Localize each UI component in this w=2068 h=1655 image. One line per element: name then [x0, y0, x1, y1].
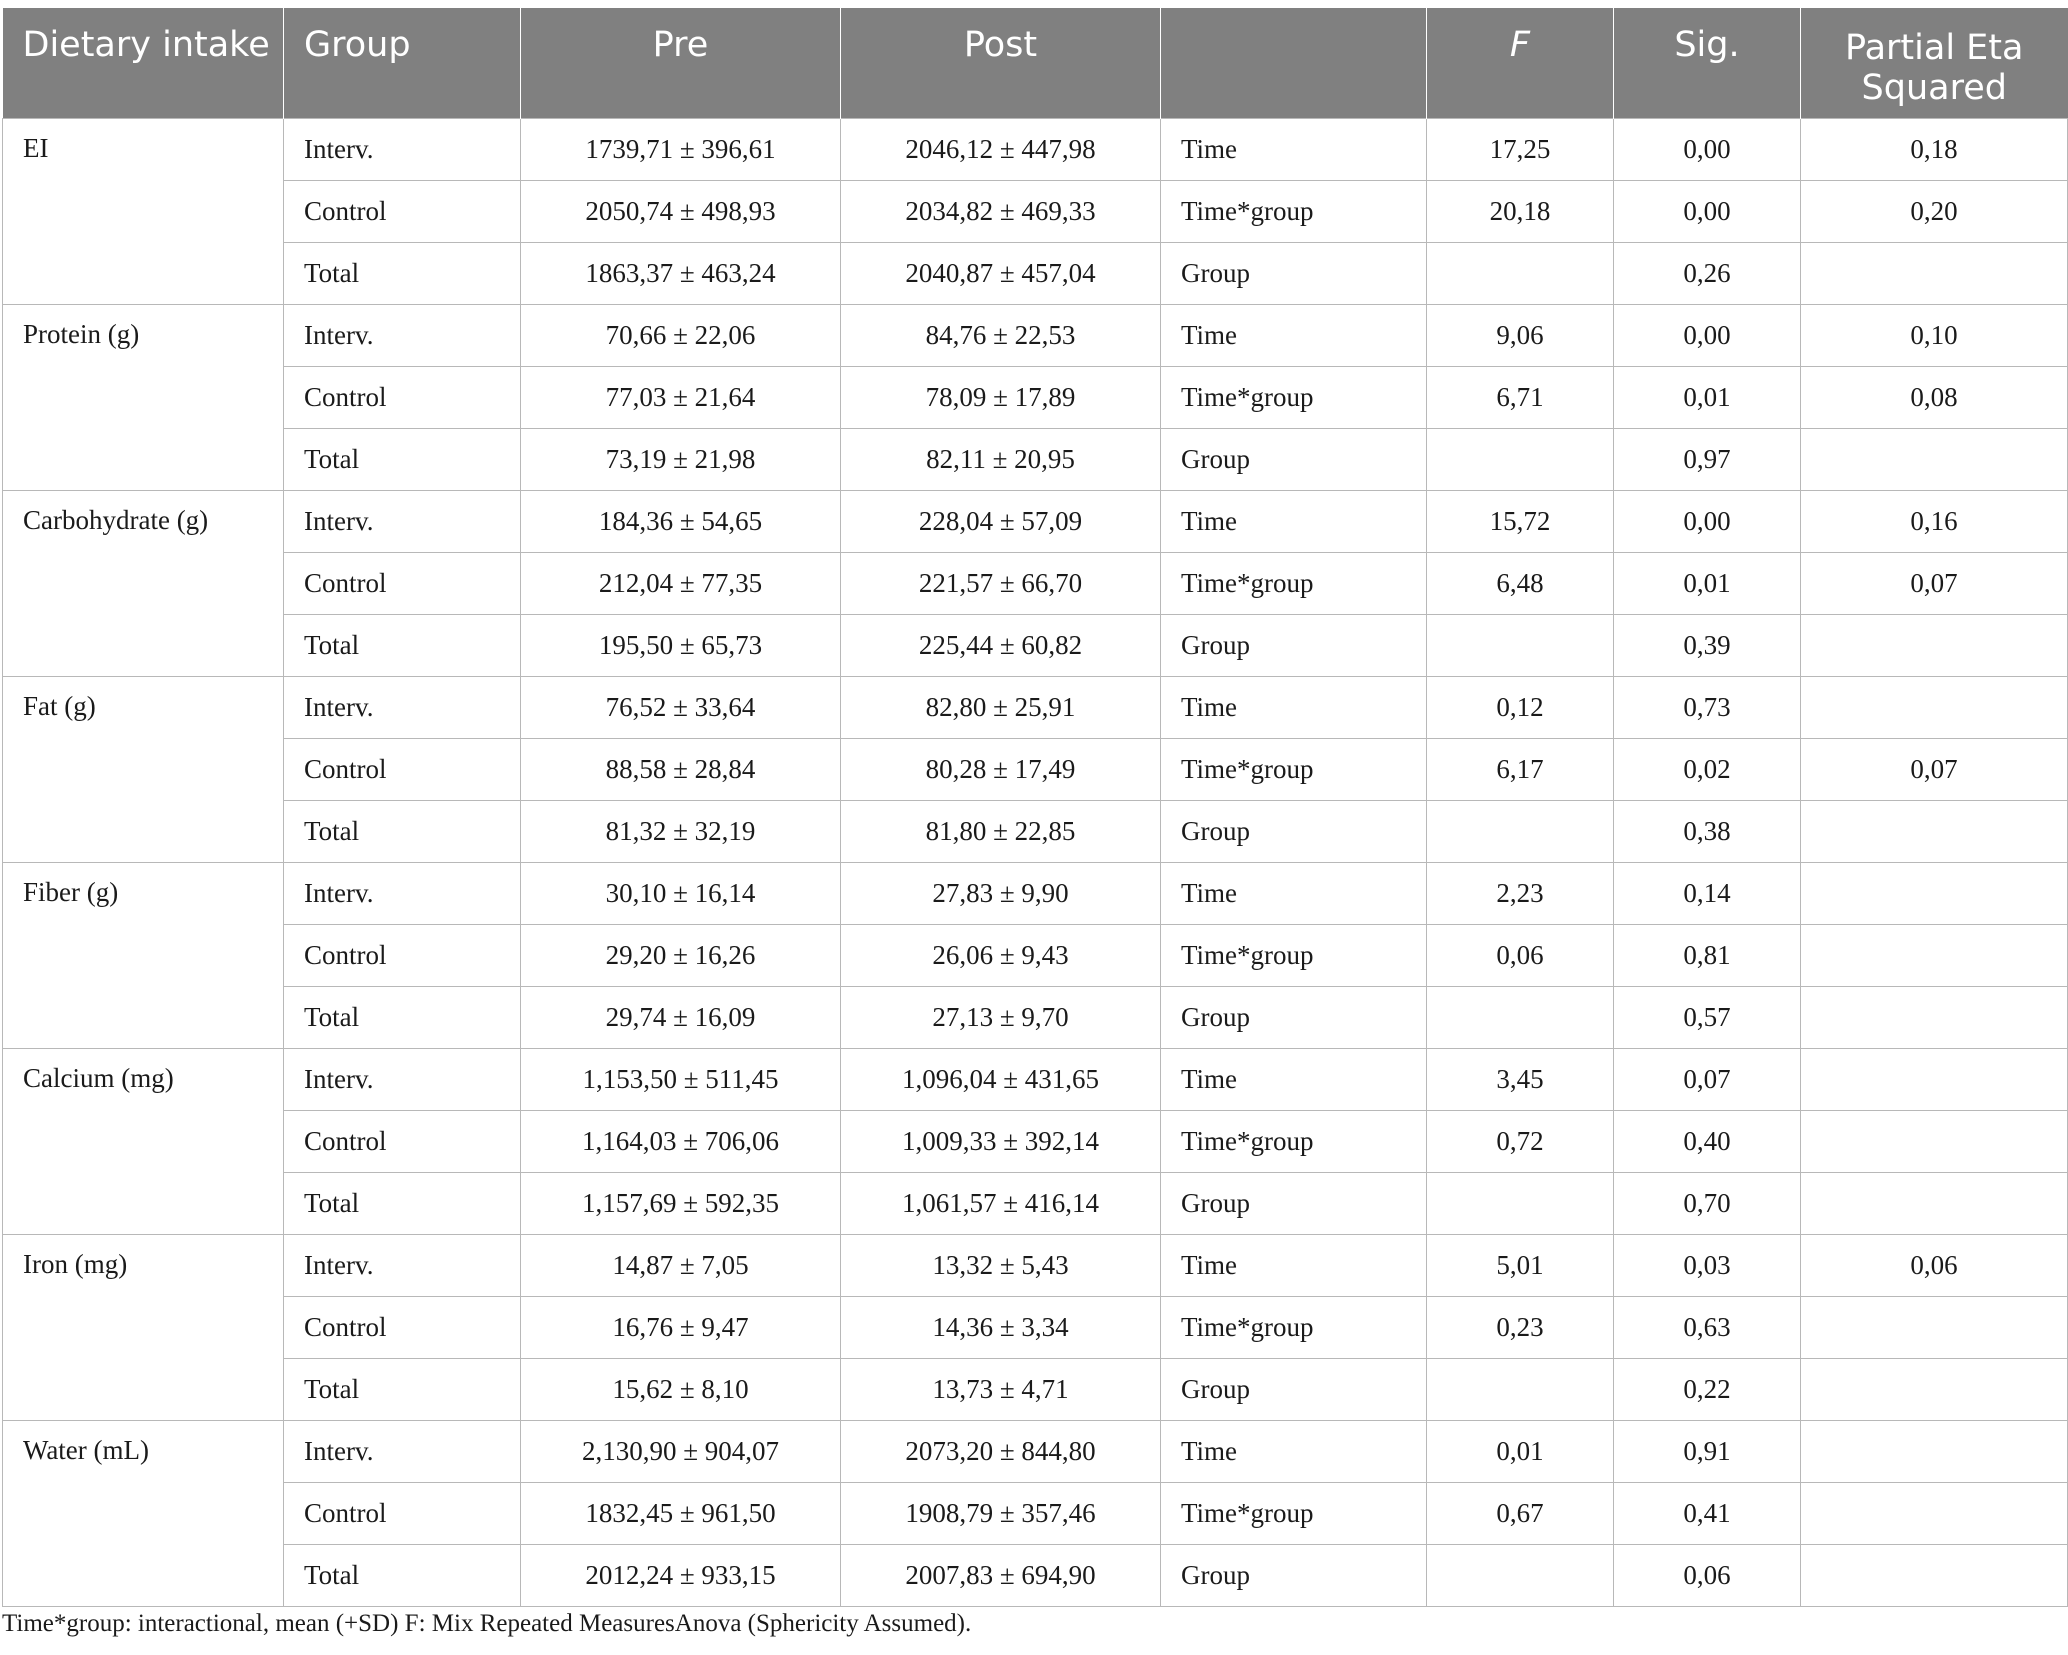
table-row: [3, 615, 2068, 677]
cell-post: 81,80 ± 22,85: [841, 801, 1161, 863]
cell-group: Interv.: [284, 305, 521, 367]
cell-post: 1908,79 ± 357,46: [841, 1483, 1161, 1545]
cell-post: 2007,83 ± 694,90: [841, 1545, 1161, 1607]
cell-pre: 15,62 ± 8,10: [521, 1359, 841, 1421]
cell-post: 2073,20 ± 844,80: [841, 1421, 1161, 1483]
cell-f: 3,45: [1427, 1049, 1614, 1111]
cell-pre: 88,58 ± 28,84: [521, 739, 841, 801]
cell-sig: 0,70: [1614, 1173, 1801, 1235]
cell-effect: Time: [1161, 491, 1427, 553]
cell-pre: 1,164,03 ± 706,06: [521, 1111, 841, 1173]
cell-group: Interv.: [284, 677, 521, 739]
header-partial-eta-squared: Partial Eta Squared: [1801, 8, 2068, 119]
cell-post: 84,76 ± 22,53: [841, 305, 1161, 367]
table-row: [3, 1297, 2068, 1359]
table-row: [3, 1049, 2068, 1111]
cell-group: Control: [284, 1111, 521, 1173]
table-row: [3, 1235, 2068, 1297]
cell-group: Interv.: [284, 863, 521, 925]
cell-partial-eta-squared: [1801, 925, 2068, 987]
table-row: [3, 243, 2068, 305]
cell-sig: 0,73: [1614, 677, 1801, 739]
header-row: [3, 8, 2068, 119]
cell-sig: 0,00: [1614, 181, 1801, 243]
cell-post: 2034,82 ± 469,33: [841, 181, 1161, 243]
cell-dietary-intake: EI: [3, 119, 284, 305]
cell-effect: Time*group: [1161, 925, 1427, 987]
cell-sig: 0,14: [1614, 863, 1801, 925]
cell-sig: 0,81: [1614, 925, 1801, 987]
cell-group: Total: [284, 1545, 521, 1607]
cell-pre: 81,32 ± 32,19: [521, 801, 841, 863]
table-row: [3, 367, 2068, 429]
cell-post: 82,80 ± 25,91: [841, 677, 1161, 739]
table-row: [3, 801, 2068, 863]
cell-dietary-intake: Calcium (mg): [3, 1049, 284, 1235]
cell-partial-eta-squared: [1801, 863, 2068, 925]
cell-sig: 0,26: [1614, 243, 1801, 305]
cell-sig: 0,97: [1614, 429, 1801, 491]
cell-group: Total: [284, 1359, 521, 1421]
cell-effect: Time*group: [1161, 367, 1427, 429]
table-body: [3, 119, 2068, 1607]
cell-group: Interv.: [284, 1421, 521, 1483]
cell-group: Total: [284, 1173, 521, 1235]
cell-post: 2046,12 ± 447,98: [841, 119, 1161, 181]
table-header: [3, 8, 2068, 119]
cell-f: 0,01: [1427, 1421, 1614, 1483]
cell-group: Control: [284, 553, 521, 615]
cell-partial-eta-squared: [1801, 1545, 2068, 1607]
cell-sig: 0,38: [1614, 801, 1801, 863]
cell-post: 27,13 ± 9,70: [841, 987, 1161, 1049]
cell-sig: 0,91: [1614, 1421, 1801, 1483]
cell-f: 0,23: [1427, 1297, 1614, 1359]
cell-pre: 1863,37 ± 463,24: [521, 243, 841, 305]
cell-pre: 212,04 ± 77,35: [521, 553, 841, 615]
cell-f: 2,23: [1427, 863, 1614, 925]
cell-f: 0,12: [1427, 677, 1614, 739]
cell-sig: 0,57: [1614, 987, 1801, 1049]
cell-effect: Group: [1161, 1173, 1427, 1235]
cell-sig: 0,39: [1614, 615, 1801, 677]
cell-effect: Time: [1161, 305, 1427, 367]
cell-post: 2040,87 ± 457,04: [841, 243, 1161, 305]
header-group: Group: [284, 8, 521, 119]
cell-dietary-intake: Fiber (g): [3, 863, 284, 1049]
cell-f: 0,06: [1427, 925, 1614, 987]
table-row: [3, 987, 2068, 1049]
dietary-intake-table: [2, 8, 2068, 1607]
cell-sig: 0,07: [1614, 1049, 1801, 1111]
table-row: [3, 553, 2068, 615]
cell-group: Interv.: [284, 119, 521, 181]
cell-post: 1,096,04 ± 431,65: [841, 1049, 1161, 1111]
cell-post: 26,06 ± 9,43: [841, 925, 1161, 987]
cell-effect: Time: [1161, 119, 1427, 181]
cell-effect: Time: [1161, 1049, 1427, 1111]
cell-post: 228,04 ± 57,09: [841, 491, 1161, 553]
cell-f: 6,48: [1427, 553, 1614, 615]
cell-effect: Time: [1161, 863, 1427, 925]
table-row: [3, 491, 2068, 553]
cell-partial-eta-squared: 0,20: [1801, 181, 2068, 243]
cell-pre: 2,130,90 ± 904,07: [521, 1421, 841, 1483]
cell-effect: Time*group: [1161, 553, 1427, 615]
cell-partial-eta-squared: 0,07: [1801, 739, 2068, 801]
cell-effect: Group: [1161, 615, 1427, 677]
header-pre: Pre: [521, 8, 841, 119]
cell-group: Control: [284, 739, 521, 801]
cell-effect: Group: [1161, 243, 1427, 305]
cell-effect: Time*group: [1161, 1483, 1427, 1545]
cell-partial-eta-squared: [1801, 1359, 2068, 1421]
cell-post: 221,57 ± 66,70: [841, 553, 1161, 615]
cell-partial-eta-squared: [1801, 1483, 2068, 1545]
cell-pre: 2012,24 ± 933,15: [521, 1545, 841, 1607]
cell-partial-eta-squared: 0,10: [1801, 305, 2068, 367]
cell-f: 6,71: [1427, 367, 1614, 429]
cell-effect: Group: [1161, 801, 1427, 863]
cell-partial-eta-squared: 0,16: [1801, 491, 2068, 553]
cell-group: Interv.: [284, 491, 521, 553]
table-row: [3, 305, 2068, 367]
cell-partial-eta-squared: [1801, 987, 2068, 1049]
cell-dietary-intake: Iron (mg): [3, 1235, 284, 1421]
cell-dietary-intake: Carbohydrate (g): [3, 491, 284, 677]
cell-post: 13,73 ± 4,71: [841, 1359, 1161, 1421]
cell-partial-eta-squared: 0,07: [1801, 553, 2068, 615]
cell-post: 1,061,57 ± 416,14: [841, 1173, 1161, 1235]
cell-partial-eta-squared: [1801, 677, 2068, 739]
cell-sig: 0,40: [1614, 1111, 1801, 1173]
cell-sig: 0,00: [1614, 491, 1801, 553]
cell-sig: 0,02: [1614, 739, 1801, 801]
cell-group: Total: [284, 801, 521, 863]
cell-post: 82,11 ± 20,95: [841, 429, 1161, 491]
table-row: [3, 1421, 2068, 1483]
header-dietary-intake: Dietary intake: [3, 8, 284, 119]
cell-pre: 2050,74 ± 498,93: [521, 181, 841, 243]
table-row: [3, 677, 2068, 739]
cell-effect: Time*group: [1161, 181, 1427, 243]
cell-partial-eta-squared: [1801, 429, 2068, 491]
table-row: [3, 925, 2068, 987]
cell-post: 27,83 ± 9,90: [841, 863, 1161, 925]
cell-group: Interv.: [284, 1235, 521, 1297]
cell-group: Total: [284, 615, 521, 677]
cell-pre: 1739,71 ± 396,61: [521, 119, 841, 181]
cell-post: 13,32 ± 5,43: [841, 1235, 1161, 1297]
cell-f: [1427, 1359, 1614, 1421]
cell-group: Control: [284, 1483, 521, 1545]
header-effect: [1161, 8, 1427, 119]
cell-f: 20,18: [1427, 181, 1614, 243]
cell-dietary-intake: Fat (g): [3, 677, 284, 863]
cell-effect: Time: [1161, 1235, 1427, 1297]
cell-pre: 70,66 ± 22,06: [521, 305, 841, 367]
cell-effect: Group: [1161, 1359, 1427, 1421]
cell-group: Total: [284, 987, 521, 1049]
table-row: [3, 739, 2068, 801]
cell-f: [1427, 243, 1614, 305]
cell-pre: 77,03 ± 21,64: [521, 367, 841, 429]
cell-effect: Time*group: [1161, 739, 1427, 801]
table-row: [3, 1173, 2068, 1235]
cell-pre: 16,76 ± 9,47: [521, 1297, 841, 1359]
cell-f: [1427, 1545, 1614, 1607]
table-row: [3, 863, 2068, 925]
cell-group: Total: [284, 243, 521, 305]
cell-sig: 0,41: [1614, 1483, 1801, 1545]
cell-f: [1427, 615, 1614, 677]
cell-f: 6,17: [1427, 739, 1614, 801]
table-row: [3, 181, 2068, 243]
cell-f: 5,01: [1427, 1235, 1614, 1297]
cell-effect: Time*group: [1161, 1111, 1427, 1173]
cell-sig: 0,01: [1614, 367, 1801, 429]
cell-partial-eta-squared: [1801, 1173, 2068, 1235]
cell-f: [1427, 801, 1614, 863]
cell-sig: 0,03: [1614, 1235, 1801, 1297]
cell-post: 225,44 ± 60,82: [841, 615, 1161, 677]
cell-pre: 73,19 ± 21,98: [521, 429, 841, 491]
cell-pre: 30,10 ± 16,14: [521, 863, 841, 925]
table-row: [3, 1359, 2068, 1421]
cell-f: [1427, 987, 1614, 1049]
cell-partial-eta-squared: [1801, 243, 2068, 305]
cell-sig: 0,06: [1614, 1545, 1801, 1607]
cell-partial-eta-squared: [1801, 1421, 2068, 1483]
cell-group: Control: [284, 181, 521, 243]
cell-sig: 0,01: [1614, 553, 1801, 615]
cell-group: Control: [284, 1297, 521, 1359]
cell-pre: 1,157,69 ± 592,35: [521, 1173, 841, 1235]
cell-group: Control: [284, 367, 521, 429]
cell-partial-eta-squared: [1801, 801, 2068, 863]
cell-pre: 14,87 ± 7,05: [521, 1235, 841, 1297]
header-f: F: [1427, 8, 1614, 119]
results-table-container: [2, 8, 2067, 1607]
cell-effect: Group: [1161, 1545, 1427, 1607]
cell-partial-eta-squared: [1801, 1111, 2068, 1173]
cell-sig: 0,63: [1614, 1297, 1801, 1359]
table-row: [3, 1545, 2068, 1607]
cell-dietary-intake: Water (mL): [3, 1421, 284, 1607]
header-sig: Sig.: [1614, 8, 1801, 119]
cell-sig: 0,00: [1614, 305, 1801, 367]
cell-effect: Group: [1161, 987, 1427, 1049]
cell-pre: 1,153,50 ± 511,45: [521, 1049, 841, 1111]
cell-pre: 184,36 ± 54,65: [521, 491, 841, 553]
cell-sig: 0,00: [1614, 119, 1801, 181]
cell-f: 0,72: [1427, 1111, 1614, 1173]
cell-post: 14,36 ± 3,34: [841, 1297, 1161, 1359]
cell-f: 0,67: [1427, 1483, 1614, 1545]
table-footnote: Time*group: interactional, mean (+SD) F: Mix Repeated MeasuresAnova (Sphericity Assumed).: [2, 1610, 972, 1637]
cell-pre: 76,52 ± 33,64: [521, 677, 841, 739]
table-row: [3, 1483, 2068, 1545]
cell-effect: Time: [1161, 1421, 1427, 1483]
cell-partial-eta-squared: 0,06: [1801, 1235, 2068, 1297]
cell-f: 17,25: [1427, 119, 1614, 181]
cell-sig: 0,22: [1614, 1359, 1801, 1421]
cell-f: 15,72: [1427, 491, 1614, 553]
cell-pre: 29,20 ± 16,26: [521, 925, 841, 987]
table-row: [3, 429, 2068, 491]
cell-f: [1427, 1173, 1614, 1235]
header-post: Post: [841, 8, 1161, 119]
cell-partial-eta-squared: [1801, 1049, 2068, 1111]
table-row: [3, 119, 2068, 181]
cell-partial-eta-squared: 0,18: [1801, 119, 2068, 181]
cell-post: 1,009,33 ± 392,14: [841, 1111, 1161, 1173]
cell-f: [1427, 429, 1614, 491]
cell-effect: Time: [1161, 677, 1427, 739]
cell-partial-eta-squared: [1801, 615, 2068, 677]
cell-post: 80,28 ± 17,49: [841, 739, 1161, 801]
cell-effect: Time*group: [1161, 1297, 1427, 1359]
cell-post: 78,09 ± 17,89: [841, 367, 1161, 429]
table-row: [3, 1111, 2068, 1173]
cell-group: Total: [284, 429, 521, 491]
cell-effect: Group: [1161, 429, 1427, 491]
cell-partial-eta-squared: [1801, 1297, 2068, 1359]
cell-partial-eta-squared: 0,08: [1801, 367, 2068, 429]
cell-f: 9,06: [1427, 305, 1614, 367]
cell-pre: 195,50 ± 65,73: [521, 615, 841, 677]
cell-group: Interv.: [284, 1049, 521, 1111]
cell-group: Control: [284, 925, 521, 987]
cell-pre: 29,74 ± 16,09: [521, 987, 841, 1049]
cell-dietary-intake: Protein (g): [3, 305, 284, 491]
cell-pre: 1832,45 ± 961,50: [521, 1483, 841, 1545]
